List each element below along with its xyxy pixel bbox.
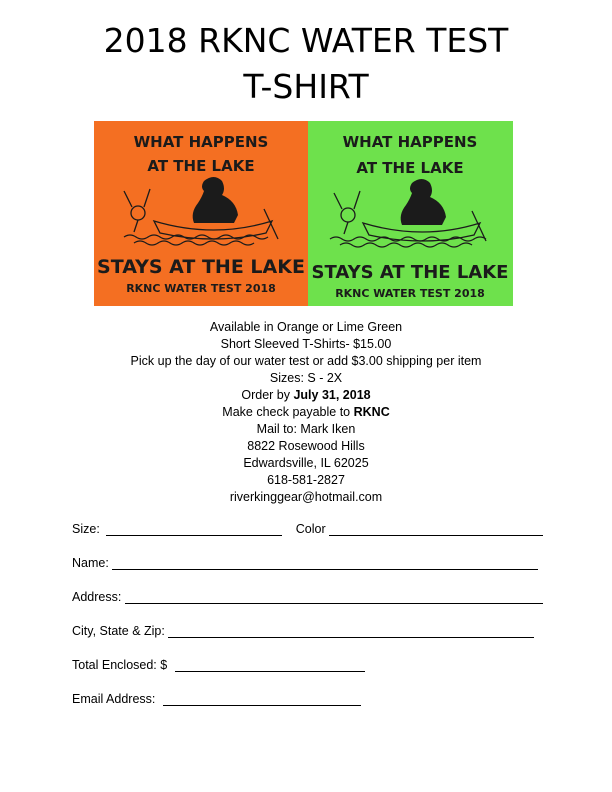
color-label: Color bbox=[295, 522, 326, 536]
shirt-top-text-2: AT THE LAKE bbox=[147, 157, 255, 175]
email-row bbox=[72, 692, 361, 710]
city-label: City, State & Zip: bbox=[72, 624, 165, 638]
order-deadline bbox=[0, 387, 612, 404]
mail-address-line1: 8822 Rosewood Hills bbox=[247, 439, 365, 453]
size-field[interactable] bbox=[106, 522, 282, 536]
address-label: Address: bbox=[72, 590, 122, 604]
tshirt-images bbox=[94, 121, 513, 306]
price-info: Short Sleeved T-Shirts- $15.00 bbox=[220, 337, 392, 351]
mail-to: Mail to: Mark Iken bbox=[256, 422, 356, 436]
name-label: Name: bbox=[72, 556, 109, 570]
order-by-label: Order by bbox=[241, 388, 294, 402]
contact-email: riverkinggear@hotmail.com bbox=[229, 490, 383, 504]
mail-address-line2: Edwardsville, IL 62025 bbox=[243, 456, 369, 470]
color-options: Available in Orange or Lime Green bbox=[209, 320, 403, 334]
shirt-top-text-1: WHAT HAPPENS bbox=[133, 133, 269, 151]
size-label: Size: bbox=[72, 522, 100, 536]
page-title: 2018 RKNC WATER TEST bbox=[103, 21, 509, 60]
email-label: Email Address: bbox=[72, 692, 156, 706]
name-field[interactable] bbox=[112, 556, 538, 570]
color-field[interactable] bbox=[329, 522, 543, 536]
check-label: Make check payable to bbox=[222, 405, 354, 419]
dog-silhouette bbox=[401, 179, 446, 225]
city-row bbox=[72, 624, 534, 642]
dog-silhouette bbox=[193, 177, 238, 223]
phone-number: 618-581-2827 bbox=[267, 473, 345, 487]
address-row bbox=[72, 590, 543, 608]
check-payee: RKNC bbox=[353, 405, 390, 419]
orange-shirt-print bbox=[94, 121, 308, 306]
pickup-info: Pick up the day of our water test or add $3.00 shipping per item bbox=[130, 354, 482, 368]
check-payable bbox=[0, 404, 612, 421]
green-shirt bbox=[308, 121, 513, 306]
page-subtitle: T-SHIRT bbox=[243, 67, 369, 106]
shirt-footer-text: RKNC WATER TEST 2018 bbox=[335, 287, 485, 300]
shirt-bottom-text: STAYS AT THE LAKE bbox=[311, 262, 509, 283]
email-field[interactable] bbox=[163, 692, 361, 706]
size-color-row bbox=[72, 522, 543, 540]
shirt-footer-text: RKNC WATER TEST 2018 bbox=[126, 282, 276, 295]
green-shirt-print bbox=[308, 121, 513, 306]
shirt-top-text-1: WHAT HAPPENS bbox=[342, 133, 478, 151]
order-by-date: July 31, 2018 bbox=[293, 388, 371, 402]
address-field[interactable] bbox=[125, 590, 543, 604]
sizes-info: Sizes: S - 2X bbox=[269, 371, 343, 385]
total-label: Total Enclosed: $ bbox=[72, 658, 168, 672]
total-row bbox=[72, 658, 365, 676]
city-state-zip-field[interactable] bbox=[168, 624, 534, 638]
shirt-bottom-text: STAYS AT THE LAKE bbox=[97, 256, 305, 278]
total-enclosed-field[interactable] bbox=[175, 658, 365, 672]
orange-shirt bbox=[94, 121, 308, 306]
name-row bbox=[72, 556, 538, 574]
order-info bbox=[0, 319, 612, 506]
shirt-top-text-2: AT THE LAKE bbox=[356, 159, 464, 177]
